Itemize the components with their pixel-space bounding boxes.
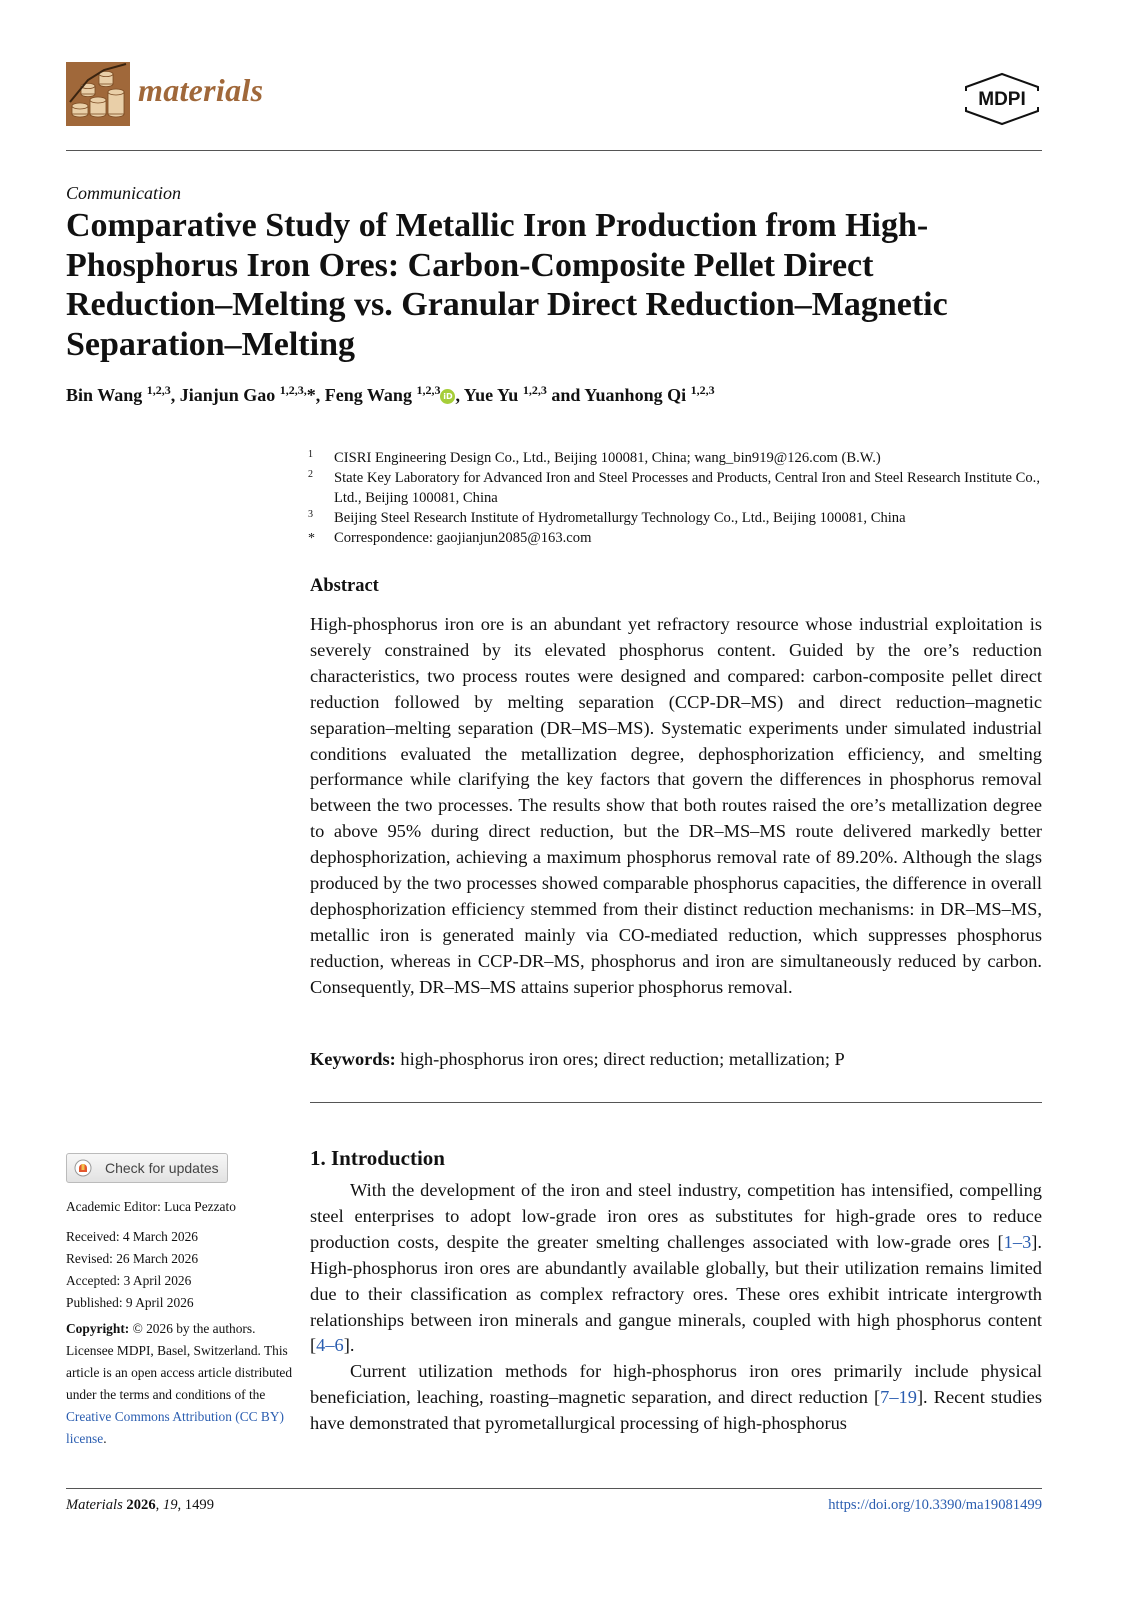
affiliation-item: [308, 508, 1048, 528]
corresponding-mark: *: [306, 385, 316, 405]
affiliation-marker: 2: [308, 469, 313, 480]
license-end: .: [103, 1431, 107, 1446]
footer-journal: Materials: [66, 1497, 123, 1513]
keywords: [310, 1049, 1042, 1070]
keywords-label: Keywords:: [310, 1049, 396, 1069]
introduction-body: [310, 1178, 1042, 1437]
mdpi-logo-text: MDPI: [978, 89, 1026, 110]
license-link[interactable]: Creative Commons Attribution (CC BY) license: [66, 1409, 284, 1446]
doi-link[interactable]: https://doi.org/10.3390/ma19081499: [828, 1497, 1042, 1513]
author-separator: ,: [170, 385, 180, 405]
section-heading-introduction: 1. Introduction: [310, 1146, 445, 1170]
affiliation-item: [308, 528, 1048, 548]
footer-divider: [66, 1488, 1042, 1489]
header-divider: [66, 150, 1042, 151]
published-date: Published: 9 April 2026: [66, 1295, 194, 1310]
footer-citation: Materials 2026, 19, 1499: [66, 1497, 214, 1513]
author-separator: ,: [455, 385, 464, 405]
affiliation-item: [308, 448, 1048, 468]
revised-date: Revised: 26 March 2026: [66, 1251, 199, 1266]
academic-editor: Academic Editor: Luca Pezzato: [66, 1199, 236, 1214]
author-name[interactable]: Bin Wang: [66, 385, 143, 405]
accepted-date: Accepted: 3 April 2026: [66, 1273, 192, 1288]
author-list: [66, 383, 715, 406]
affiliation-marker: 3: [308, 509, 313, 520]
received-date: Received: 4 March 2026: [66, 1229, 199, 1244]
article-type: Communication: [66, 183, 181, 203]
author-name[interactable]: Jianjun Gao: [179, 385, 276, 405]
abstract-heading: Abstract: [310, 576, 379, 596]
check-updates-icon: [74, 1159, 92, 1177]
affiliation-marker: *: [308, 531, 315, 546]
author-affil: 1,2,3: [522, 383, 547, 397]
orcid-icon[interactable]: iD: [440, 389, 455, 404]
author-name[interactable]: Yuanhong Qi: [584, 385, 687, 405]
author-affil: 1,2,3,: [279, 383, 307, 397]
journal-logo-icon: [66, 62, 130, 126]
footer-year: 2026: [126, 1497, 156, 1513]
abstract-divider: [310, 1102, 1042, 1103]
article-title: Comparative Study of Metallic Iron Production from High-Phosphorus Iron Ores: Carbon-Composite Pellet Direct Reduction–Melting vs. Granular Direct Reduction–Magnetic Separation–Melting: [66, 207, 948, 363]
citation-link[interactable]: 4–6: [316, 1335, 344, 1356]
correspondence-text: Correspondence: gaojianjun2085@163.com: [334, 530, 592, 546]
paragraph-text: ]. Recent studies have demonstrated that pyrometallurgical processing of high-phosphorus: [310, 1387, 1042, 1434]
affiliations: [308, 448, 1048, 548]
author-separator: and: [546, 385, 585, 405]
author-name[interactable]: Yue Yu: [463, 385, 519, 405]
author-separator: ,: [315, 385, 325, 405]
journal-name: materials: [138, 72, 264, 108]
paragraph: [310, 1359, 1042, 1437]
citation-link[interactable]: 7–19: [880, 1387, 917, 1408]
author-affil: 1,2,3: [416, 383, 441, 397]
abstract-text: High-phosphorus iron ore is an abundant yet refractory resource whose industrial exploitation is severely constrained by its elevated phosphorus content. Guided by the ore’s reduction characteristics, two process routes were designed and compared: carbon-composite pellet direct reduction followed by melting separation (CCP-DR–MS) and direct reduction–magnetic separation–melting separation (DR–MS–MS). Systematic experiments under simulated industrial conditions evaluated the metallization degree, dephosphorization efficiency, and smelting performance while clarifying the key factors that govern the differences in phosphorus removal between the two processes. The results show that both routes raised the ore’s metallization degree to above 95% during direct reduction, but the DR–MS–MS route delivered markedly better dephosphorization, achieving a maximum phosphorus removal rate of 89.20%. Although the slags produced by the two processes showed comparable phosphorus capacities, the difference in overall dephosphorization efficiency stemmed from their distinct reduction mechanisms: in DR–MS–MS, metallic iron is generated mainly via CO-mediated reduction, which suppresses phosphorus reduction, whereas in CCP-DR–MS, phosphorus and iron are simultaneously reduced by carbon. Consequently, DR–MS–MS attains superior phosphorus removal.: [310, 614, 1042, 997]
paragraph-text: Current utilization methods for high-phosphorus iron ores primarily include physical beneficiation, leaching, roasting–magnetic separation, and direct reduction [: [310, 1361, 1042, 1408]
affiliation-text: Beijing Steel Research Institute of Hydrometallurgy Technology Co., Ltd., Beijing 100081, China: [334, 510, 906, 526]
author-affil: 1,2,3: [146, 383, 171, 397]
affiliation-text: State Key Laboratory for Advanced Iron and Steel Processes and Products, Central Iron and Steel Research Institute Co., Ltd., Beijing 100081, China: [334, 470, 1040, 506]
citation-link[interactable]: 1–3: [1003, 1231, 1032, 1252]
copyright-notice: [66, 1318, 296, 1450]
affiliation-text: CISRI Engineering Design Co., Ltd., Beijing 100081, China; wang_bin919@126.com (B.W.): [334, 450, 881, 466]
footer-article-number: 1499: [184, 1497, 214, 1513]
paragraph-text: ]. High-phosphorus iron ores are abundantly available globally, but their utilization remains limited due to their classification as complex refractory ores. These ores exhibit intricate intergrowth relationships between iron minerals and gangue minerals, coupled with high phosphorus content [: [310, 1231, 1042, 1356]
author-affil: 1,2,3: [690, 383, 715, 397]
author-name[interactable]: Feng Wang: [324, 385, 412, 405]
footer-volume: 19: [162, 1497, 178, 1513]
paragraph-text: ].: [343, 1335, 355, 1356]
check-for-updates-button[interactable]: [66, 1153, 228, 1183]
affiliation-item: [308, 468, 1048, 508]
paragraph: [310, 1178, 1042, 1359]
article-info-sidebar: [66, 1196, 296, 1450]
mdpi-logo-icon: [962, 72, 1042, 126]
copyright-text: © 2026 by the authors. Licensee MDPI, Basel, Switzerland. This article is an open access article distributed under the terms and conditions of the: [66, 1321, 293, 1402]
copyright-label: Copyright:: [66, 1321, 130, 1336]
check-updates-label: Check for updates: [105, 1160, 219, 1176]
keywords-text: high-phosphorus iron ores; direct reduction; metallization; P: [400, 1049, 845, 1069]
paragraph-text: With the development of the iron and steel industry, competition has intensified, compelling steel enterprises to adopt low-grade iron ores as substitutes for high-grade ores to reduce production costs, despite the greater smelting challenges associated with low-grade ores [: [310, 1180, 1042, 1252]
affiliation-marker: 1: [308, 449, 313, 460]
